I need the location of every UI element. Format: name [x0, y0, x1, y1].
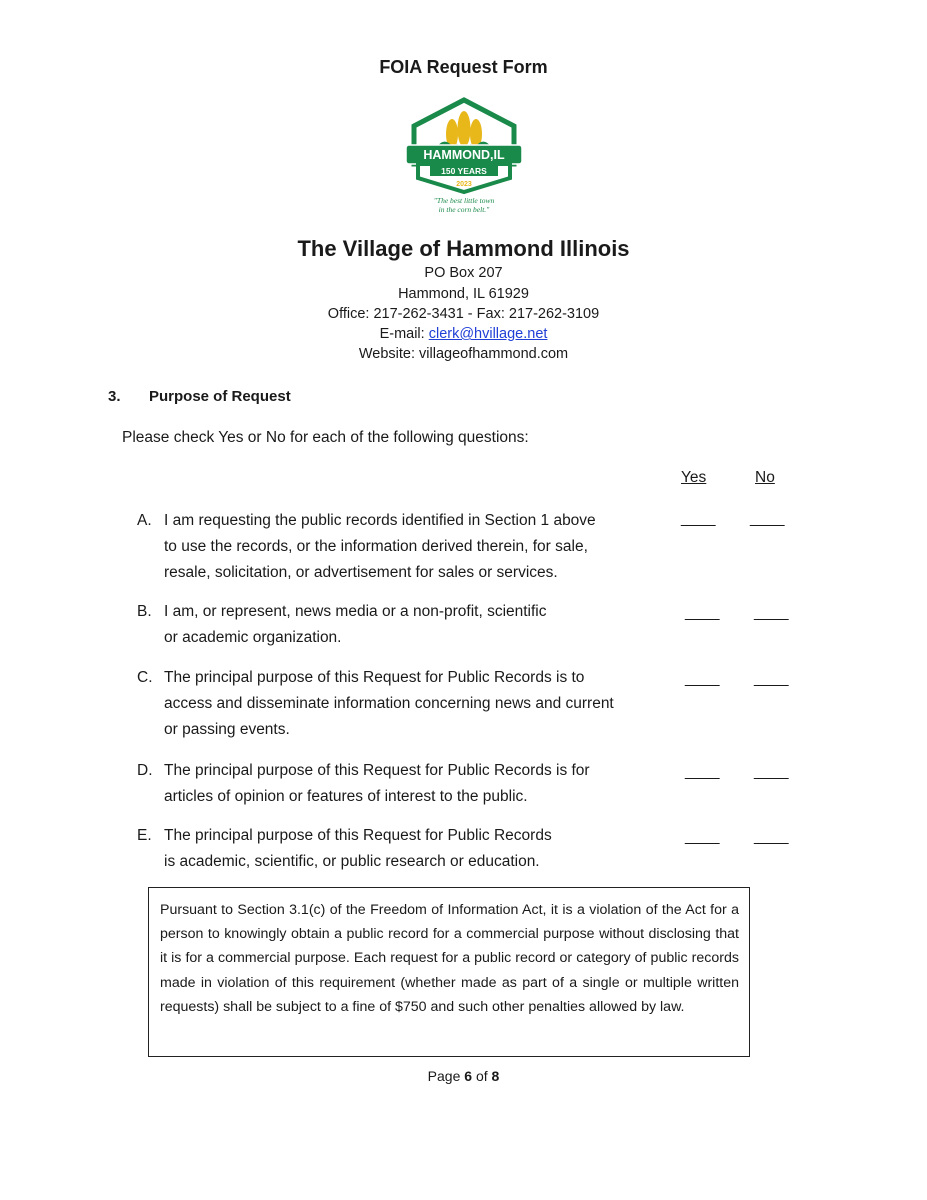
- village-logo: [404, 96, 524, 218]
- question-line: or passing events.: [164, 721, 290, 738]
- question-a-yes-blank[interactable]: ____: [681, 510, 716, 527]
- page-footer: [0, 1068, 927, 1084]
- question-a-no-blank[interactable]: ____: [750, 510, 785, 527]
- question-letter: E.: [137, 827, 152, 844]
- question-letter: C.: [137, 669, 153, 686]
- org-name: The Village of Hammond Illinois: [297, 236, 630, 261]
- email-label: E-mail:: [379, 326, 429, 342]
- question-line: resale, solicitation, or advertisement for sales or services.: [164, 564, 558, 581]
- question-line: access and disseminate information concerning news and current: [164, 695, 614, 712]
- logo-years: 150 YEARS: [441, 166, 487, 176]
- question-b-no-blank[interactable]: ____: [754, 604, 789, 621]
- question-line: is academic, scientific, or public research or education.: [164, 853, 540, 870]
- logo-year: 2023: [456, 181, 472, 188]
- question-letter: A.: [137, 512, 152, 529]
- commercial-purpose-notice: Pursuant to Section 3.1(c) of the Freedom of Information Act, it is a violation of the Act for a person to knowingly obtain a public record for a commercial purpose without disclosing that it is for a commercial purpose. Each request for a public record or category of public records made in violation of this requirement (whether made as part of a single or multiple written requests) shall be subject to a fine of $750 and such other penalties allowed by law.: [148, 887, 750, 1057]
- column-header-no: No: [755, 469, 775, 486]
- question-line: or academic organization.: [164, 629, 342, 646]
- question-line: to use the records, or the information derived therein, for sale,: [164, 538, 588, 555]
- question-line: The principal purpose of this Request for Public Records is for: [164, 762, 590, 779]
- page-label: Page: [427, 1068, 465, 1084]
- page-number: 6: [464, 1068, 473, 1084]
- question-b-yes-blank[interactable]: ____: [685, 604, 720, 621]
- logo-tagline-2: in the corn belt.": [438, 205, 490, 214]
- form-title: FOIA Request Form: [379, 57, 548, 77]
- address-website: Website: villageofhammond.com: [358, 346, 569, 362]
- address-email: [0, 326, 927, 342]
- address-city: Hammond, IL 61929: [398, 286, 529, 302]
- question-line: I am, or represent, news media or a non-profit, scientific: [164, 603, 547, 620]
- question-d-no-blank[interactable]: ____: [754, 763, 789, 780]
- instruction-text: Please check Yes or No for each of the following questions:: [122, 429, 529, 446]
- question-letter: D.: [137, 762, 153, 779]
- question-line: The principal purpose of this Request for Public Records is to: [164, 669, 585, 686]
- question-line: I am requesting the public records identified in Section 1 above: [164, 512, 596, 529]
- question-e-yes-blank[interactable]: ____: [685, 828, 720, 845]
- page-of-label: of: [472, 1068, 492, 1084]
- question-c-yes-blank[interactable]: ____: [685, 670, 720, 687]
- email-link[interactable]: clerk@hvillage.net: [428, 326, 548, 342]
- question-c-no-blank[interactable]: ____: [754, 670, 789, 687]
- question-letter: B.: [137, 603, 152, 620]
- address-phone-fax: Office: 217-262-3431 - Fax: 217-262-3109: [327, 306, 600, 322]
- question-d-yes-blank[interactable]: ____: [685, 763, 720, 780]
- question-line: The principal purpose of this Request for Public Records: [164, 827, 552, 844]
- logo-town-name: HAMMOND,IL: [423, 148, 505, 162]
- section-title: Purpose of Request: [149, 388, 291, 405]
- address-po-box: PO Box 207: [424, 265, 503, 281]
- logo-tagline-1: "The best little town: [433, 196, 495, 205]
- page-total: 8: [491, 1068, 500, 1084]
- section-number: 3.: [108, 388, 121, 405]
- question-line: articles of opinion or features of interest to the public.: [164, 788, 528, 805]
- question-e-no-blank[interactable]: ____: [754, 828, 789, 845]
- column-header-yes: Yes: [681, 469, 707, 486]
